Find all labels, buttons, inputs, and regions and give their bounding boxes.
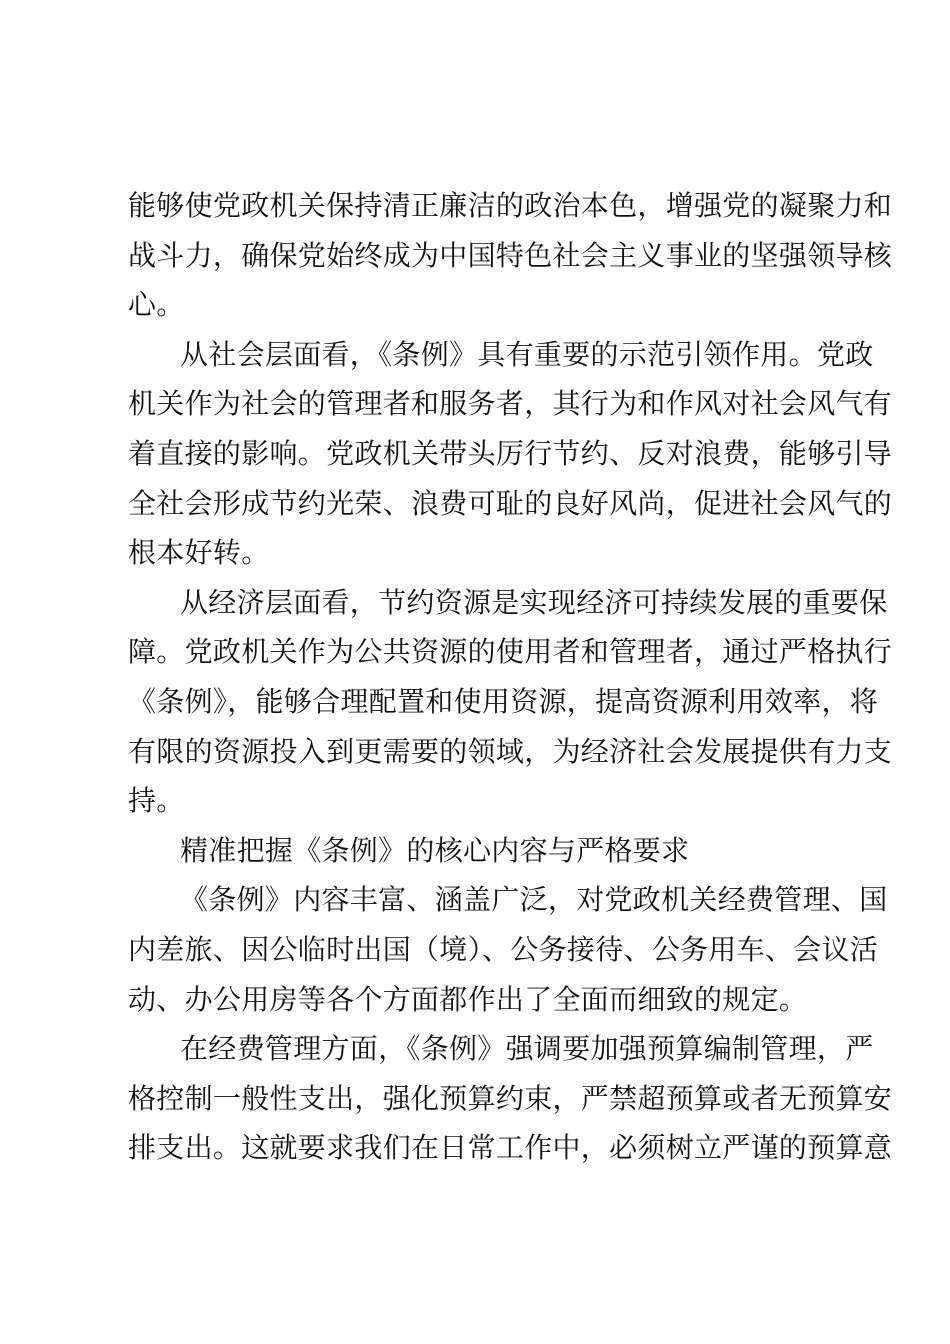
paragraph-line: 能够使党政机关保持清正廉洁的政治本色，增强党的凝聚力和 bbox=[128, 189, 893, 222]
paragraph-line: 内差旅、因公临时出国（境）、公务接待、公务用车、会议活 bbox=[128, 932, 879, 966]
paragraph-line: 排支出。这就要求我们在日常工作中，必须树立严谨的预算意 bbox=[128, 1131, 893, 1165]
paragraph-line: 动、办公用房等各个方面都作出了全面而细致的规定。 bbox=[128, 982, 808, 1016]
paragraph-line: 着直接的影响。党政机关带头厉行节约、反对浪费，能够引导 bbox=[128, 436, 893, 470]
paragraph-line: 在经费管理方面，《条例》强调要加强预算编制管理，严 bbox=[180, 1032, 874, 1066]
paragraph-line: 全社会形成节约光荣、浪费可耻的良好风尚，促进社会风气的 bbox=[128, 486, 893, 520]
paragraph-line: 障。党政机关作为公共资源的使用者和管理者，通过严格执行 bbox=[128, 635, 893, 669]
paragraph-line: 从社会层面看，《条例》具有重要的示范引领作用。党政 bbox=[180, 337, 874, 371]
paragraph-line: 《条例》，能够合理配置和使用资源，提高资源利用效率，将 bbox=[128, 684, 879, 718]
paragraph-line: 心。 bbox=[128, 288, 185, 322]
paragraph-line: 持。 bbox=[128, 784, 185, 818]
paragraph-line: 根本好转。 bbox=[128, 536, 270, 570]
paragraph-line: 格控制一般性支出，强化预算约束，严禁超预算或者无预算安 bbox=[128, 1081, 893, 1115]
section-heading: 精准把握《条例》的核心内容与严格要求 bbox=[180, 833, 690, 867]
paragraph-line: 战斗力，确保党始终成为中国特色社会主义事业的坚强领导核 bbox=[128, 238, 893, 272]
paragraph-line: 《条例》内容丰富、涵盖广泛，对党政机关经费管理、国 bbox=[180, 883, 888, 917]
paragraph-line: 从经济层面看，节约资源是实现经济可持续发展的重要保 bbox=[180, 585, 888, 619]
paragraph-line: 机关作为社会的管理者和服务者，其行为和作风对社会风气有 bbox=[128, 387, 893, 421]
paragraph-line: 有限的资源投入到更需要的领域，为经济社会发展提供有力支 bbox=[128, 734, 893, 768]
document-body bbox=[128, 181, 893, 1173]
